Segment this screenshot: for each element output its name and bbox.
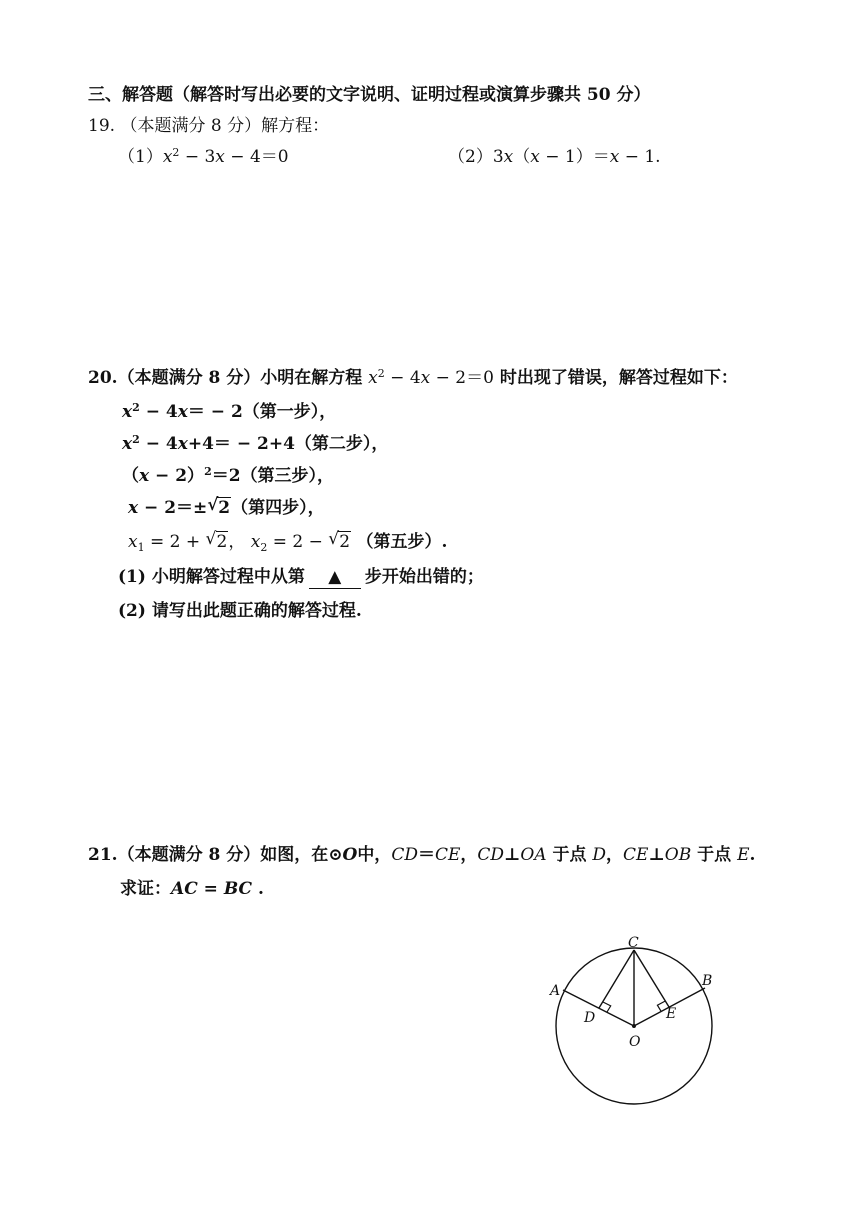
answer-blank[interactable]: ▲: [309, 566, 361, 589]
question-21-header: 21.（本题满分 8 分）如图，在⊙O中，CD＝CE，CD⊥OA 于点 D，CE⊥OB 于点 E.: [88, 845, 756, 865]
question-number: 19.: [88, 116, 116, 136]
question-20-ask-2: (2) 请写出此题正确的解答过程.: [118, 601, 362, 621]
question-number: 20.: [88, 368, 118, 388]
question-20-header: 20.（本题满分 8 分）小明在解方程 $x^2 - 4x - 2=0$ 时出现了错误，解答过程如下：: [88, 367, 738, 388]
part-label: （1）: [118, 147, 163, 167]
label-e: E: [666, 1006, 677, 1022]
question-19-part-2: （2）3x（x − 1）＝x − 1.: [448, 147, 661, 167]
solution-step-5: $x_1 = 2$ + √ 2， $x_2 = 2$ − √ 2 （第五步）.: [128, 529, 448, 554]
step-label: （第二步），: [294, 434, 389, 454]
question-19-header: [88, 115, 329, 137]
step-label: （第四步），: [231, 498, 325, 518]
label-o: O: [629, 1034, 641, 1050]
question-number: 21.: [88, 845, 118, 865]
geometry-figure: [540, 930, 730, 1110]
step-label: （第一步），: [242, 402, 337, 422]
question-text: （本题满分 8 分）解方程：: [120, 116, 330, 136]
solution-step-3: $(x - 2)^2=2$（第三步），: [122, 465, 335, 486]
solution-step-1: $x^2 - 4x= - 2$（第一步），: [122, 401, 337, 422]
solution-step-2: $x^2 - 4x+4= - 2+4$（第二步），: [122, 433, 389, 454]
center-point: [632, 1024, 636, 1028]
label-b: B: [702, 973, 713, 989]
question-text-tail: 时出现了错误，解答过程如下：: [499, 368, 738, 388]
label-d: D: [584, 1010, 596, 1026]
label-c: C: [628, 935, 639, 951]
part-label: （2）: [448, 147, 493, 167]
step-label: （第五步）.: [356, 532, 448, 552]
label-a: A: [550, 983, 561, 999]
segment-ce: [634, 950, 669, 1007]
question-19-part-1: $(1)x^2 - 3x - 4=0$: [118, 146, 289, 167]
solution-step-4: x − 2＝± √ 2（第四步），: [128, 495, 325, 518]
segment-cd: [599, 950, 634, 1008]
question-text: （本题满分 8 分）如图，在⊙: [117, 845, 343, 865]
question-21-prove: 求证：AC = BC .: [120, 879, 264, 899]
section-title: 三、解答题（解答时写出必要的文字说明、证明过程或演算步骤共 50 分）: [88, 85, 651, 105]
question-20-ask-1: (1) 小明解答过程中从第 ▲ 步开始出错的；: [118, 567, 484, 587]
question-text: （本题满分 8 分）小明在解方程: [117, 368, 363, 388]
step-label: （第三步），: [240, 466, 335, 486]
prove-label: 求证：: [120, 879, 171, 899]
segment-oa: [563, 990, 634, 1026]
